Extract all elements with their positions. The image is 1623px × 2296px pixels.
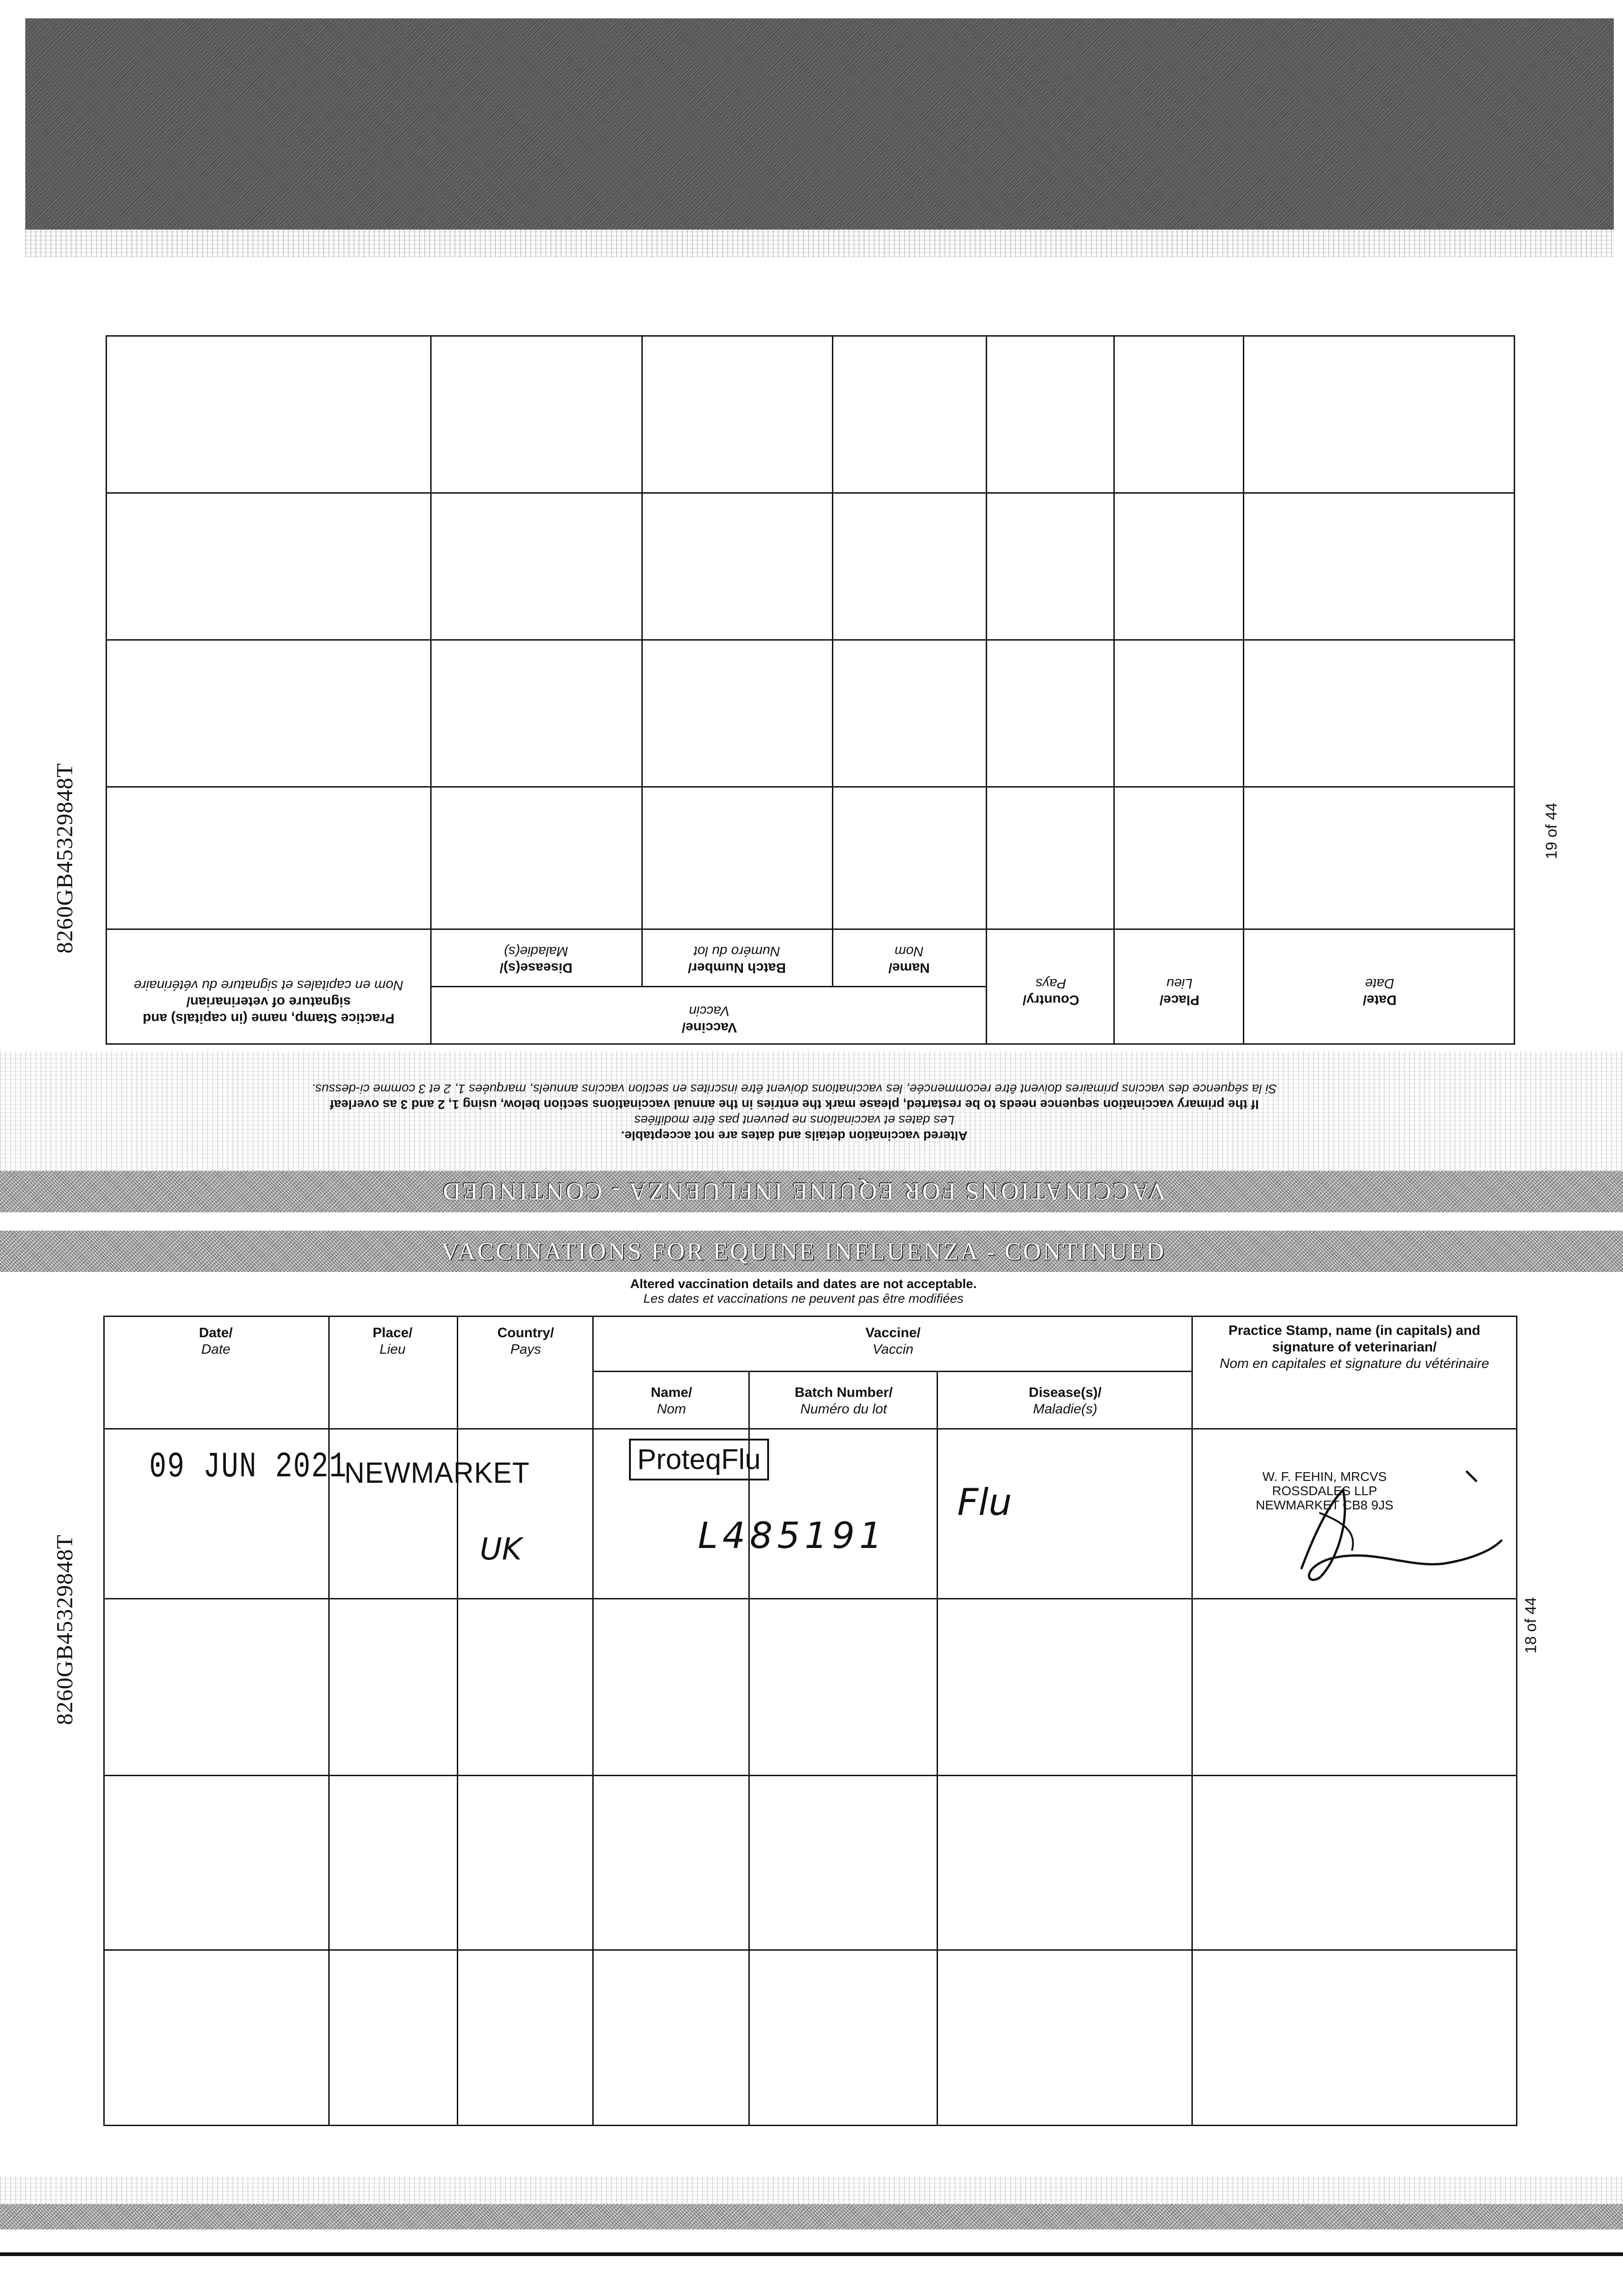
lower-header-disease: Disease(s)/ Maladie(s) [1028, 1385, 1102, 1417]
upper-header-date: Date/ Date [1363, 976, 1397, 1007]
vet-stamp-line2: ROSSDALES LLP [1272, 1484, 1377, 1498]
lower-notice [321, 1277, 1286, 1306]
lower-vaccination-table [103, 1316, 1517, 2126]
upper-banner-title: VACCINATIONS FOR EQUINE INFLUENZA - CONTINUED [441, 1178, 1166, 1205]
upper-page-number: 19 of 44 [1543, 803, 1561, 859]
upper-header-place: Place/ Lieu [1159, 976, 1200, 1007]
upper-banner [0, 1171, 1623, 1212]
upper-notice [174, 1065, 1414, 1143]
lower-banner-title: VACCINATIONS FOR EQUINE INFLUENZA - CONTINUED [441, 1238, 1166, 1265]
lower-header-country: Country/ Pays [497, 1325, 554, 1357]
entry-vaccine-name-label: ProteqFlu [629, 1439, 769, 1480]
upper-header-stamp: Practice Stamp, name (in capitals) and signature of veterinarian/ Nom en capitales et signature du vétérinaire [134, 978, 404, 1026]
vet-stamp-line3: NEWMARKET CB8 9JS [1256, 1498, 1393, 1512]
entry-batch-handwritten: L485191 [698, 1515, 887, 1557]
upper-header-vaccine: Vaccine/ Vaccin [681, 1003, 737, 1035]
upper-passport-id: 8260GB45329848T [51, 763, 77, 954]
lower-header-batch: Batch Number/ Numéro du lot [794, 1385, 893, 1417]
upper-header-name: Name/ Nom [888, 944, 930, 975]
lower-page-number: 18 of 44 [1522, 1597, 1540, 1654]
upper-notice-fr: Si la séquence des vaccins primaires doivent être recommencée, les vaccinations doivent être inscrites en section vaccins annuels, marquées 1, 2 et 3 comme ci-dessus. [311, 1082, 1277, 1096]
vet-stamp-line1: W. F. FEHIN, MRCVS [1262, 1469, 1387, 1484]
top-scan-speckle [25, 230, 1614, 257]
upper-header-batch: Batch Number/ Numéro du lot [688, 944, 786, 975]
top-scan-band [25, 18, 1614, 230]
entry-country-handwritten: UK [480, 1531, 522, 1567]
upper-header-disease: Disease(s)/ Maladie(s) [500, 944, 573, 975]
lower-header-date: Date/ Date [199, 1325, 233, 1357]
bottom-scan-band [0, 2204, 1623, 2229]
entry-disease-handwritten: Flu [957, 1481, 1012, 1524]
bottom-scan-speckle [0, 2177, 1623, 2204]
lower-header-name: Name/ Nom [651, 1385, 692, 1417]
upper-notice-en: If the primary vaccination sequence needs to be restarted, please mark the entries in the annual vaccinations section below, using 1, 2 and 3 as overleaf [330, 1097, 1259, 1112]
upper-header-country: Country/ Pays [1022, 976, 1079, 1007]
lower-header-place: Place/ Lieu [372, 1325, 413, 1357]
lower-passport-id: 8260GB45329848T [51, 1534, 77, 1725]
lower-banner [0, 1231, 1623, 1272]
upper-altered-fr: Les dates et vaccinations ne peuvent pas être modifiées [634, 1113, 955, 1127]
lower-header-stamp: Practice Stamp, name (in capitals) and signature of veterinarian/ Nom en capitales et signature du vétérinaire [1219, 1323, 1489, 1371]
bottom-scan-line [0, 2252, 1623, 2256]
lower-altered-fr: Les dates et vaccinations ne peuvent pas être modifiées [643, 1291, 964, 1306]
upper-altered-en: Altered vaccination details and dates are not acceptable. [621, 1129, 968, 1143]
entry-date-stamp: 09 JUN 2021 [149, 1446, 348, 1487]
lower-altered-en: Altered vaccination details and dates are not acceptable. [630, 1277, 977, 1291]
upper-vaccination-table [106, 335, 1515, 1045]
lower-header-vaccine: Vaccine/ Vaccin [865, 1325, 921, 1357]
entry-place-stamp: NEWMARKET [344, 1456, 530, 1489]
vet-signature [1251, 1453, 1508, 1596]
